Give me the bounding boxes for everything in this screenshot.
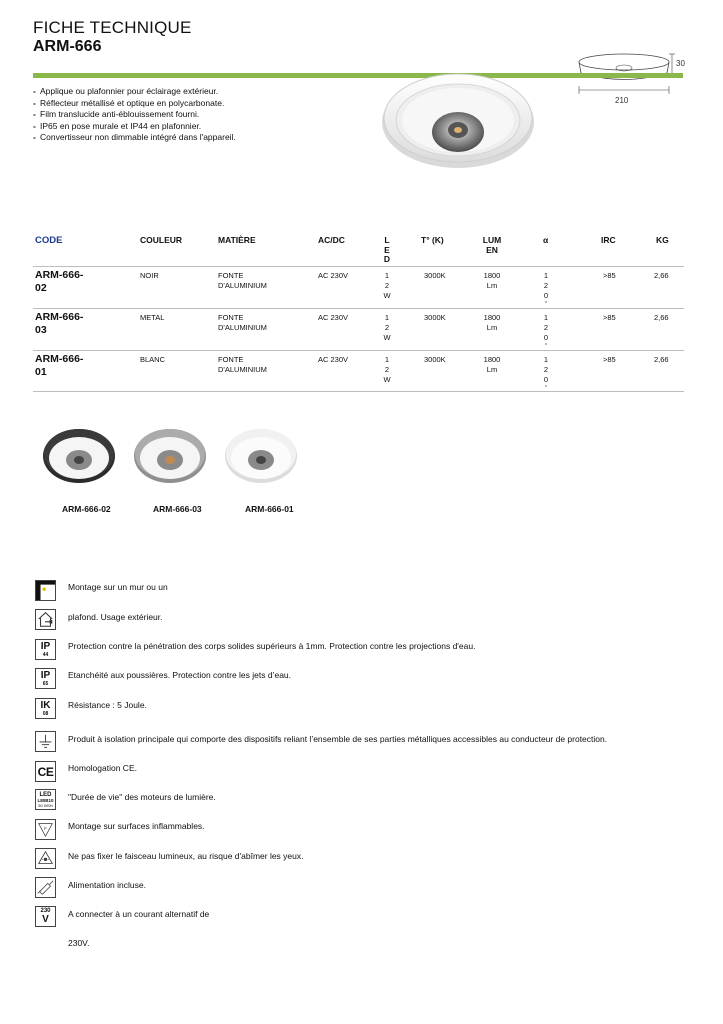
- cell-temp: 3000K: [424, 271, 446, 280]
- col-lumen: LUM EN: [482, 235, 502, 255]
- icon-description: Résistance : 5 Joule.: [68, 700, 147, 710]
- col-acdc: AC/DC: [318, 235, 345, 245]
- cell-code: ARM-666- 03: [35, 311, 84, 336]
- cell-acdc: AC 230V: [318, 355, 349, 364]
- variant-label: ARM-666-03: [153, 504, 202, 514]
- cell-acdc: AC 230V: [318, 313, 349, 322]
- icon-description: Protection contre la pénétration des corps solides supérieurs à 1mm. Protection contre les projections d'eau.: [68, 641, 476, 651]
- table-row: [33, 350, 684, 392]
- cell-lumen: 1800 Lm: [483, 271, 501, 290]
- wall-mount-icon: [35, 580, 56, 601]
- dimension-width: 210: [615, 96, 629, 105]
- icon-description: Produit à isolation principale qui comporte des dispositifs reliant l’ensemble de ses parties métalliques accessibles au conducteur de protection.: [68, 734, 608, 744]
- icon-description: "Durée de vie" des moteurs de lumière.: [68, 792, 216, 802]
- icon-description: Homologation CE.: [68, 763, 137, 773]
- icon-description: Alimentation incluse.: [68, 880, 146, 890]
- col-alpha: α: [543, 235, 549, 245]
- cell-irc: >85: [603, 271, 616, 280]
- product-photo: [378, 60, 538, 170]
- cell-led: 1 2 W: [383, 355, 391, 384]
- icon-description: Ne pas fixer le faisceau lumineux, au risque d'abîmer les yeux.: [68, 851, 304, 861]
- cell-lumen: 1800 Lm: [483, 313, 501, 332]
- voltage-230v-icon: 230 V: [35, 906, 56, 927]
- cell-alpha: 1 2 0 °: [543, 271, 549, 307]
- icon-description-continuation: 230V.: [68, 938, 90, 948]
- product-code-title: ARM-666: [33, 38, 102, 55]
- variant-photo-metal: [133, 422, 207, 484]
- variant-label: ARM-666-01: [245, 504, 294, 514]
- svg-text:F: F: [44, 825, 47, 831]
- ceiling-mount-icon: [35, 609, 56, 630]
- ik08-icon: IK 08: [35, 698, 56, 719]
- col-couleur: COULEUR: [140, 235, 183, 245]
- ce-mark-icon: CE: [35, 761, 56, 782]
- feature-item: - IP65 en pose murale et IP44 en plafonnier.: [33, 120, 202, 131]
- cell-code: ARM-666- 02: [35, 269, 84, 294]
- header-divider: [33, 73, 683, 78]
- cell-temp: 3000K: [424, 313, 446, 322]
- spec-table: [33, 232, 684, 392]
- cell-kg: 2,66: [654, 355, 669, 364]
- cell-led: 1 2 W: [383, 313, 391, 342]
- led-lifetime-icon: LED L80B10 50.000h: [35, 789, 56, 810]
- cell-couleur: BLANC: [140, 355, 166, 364]
- table-row: [33, 266, 684, 308]
- variant-photo-black: [42, 422, 116, 484]
- cell-kg: 2,66: [654, 313, 669, 322]
- col-temp: T° (K): [421, 235, 444, 245]
- table-header: [33, 232, 684, 266]
- ip65-icon: IP 65: [35, 668, 56, 689]
- cell-irc: >85: [603, 313, 616, 322]
- cell-kg: 2,66: [654, 271, 669, 280]
- earth-ground-icon: [35, 731, 56, 752]
- cell-couleur: METAL: [140, 313, 165, 322]
- cell-matiere: FONTE D'ALUMINIUM: [218, 355, 267, 374]
- flammable-surface-icon: [35, 819, 56, 840]
- power-supply-icon: [35, 877, 56, 898]
- feature-item: - Convertisseur non dimmable intégré dans l'appareil.: [33, 132, 236, 142]
- icon-description: Montage sur surfaces inflammables.: [68, 821, 205, 831]
- icon-description: plafond. Usage extérieur.: [68, 612, 163, 622]
- cell-alpha: 1 2 0 °: [543, 313, 549, 349]
- cell-alpha: 1 2 0 °: [543, 355, 549, 391]
- col-irc: IRC: [601, 235, 616, 245]
- variant-label: ARM-666-02: [62, 504, 111, 514]
- icon-description: A connecter à un courant alternatif de: [68, 909, 210, 919]
- cell-code: ARM-666- 01: [35, 353, 84, 378]
- ip44-icon: IP 44: [35, 639, 56, 660]
- feature-item: - Réflecteur métallisé et optique en polycarbonate.: [33, 97, 225, 108]
- col-led: L E D: [383, 235, 391, 264]
- variant-photo-white: [224, 422, 298, 484]
- cell-matiere: FONTE D'ALUMINIUM: [218, 271, 267, 290]
- icon-description: Etanchéité aux poussières. Protection contre les jets d’eau.: [68, 670, 292, 680]
- cell-irc: >85: [603, 355, 616, 364]
- feature-item: - Applique ou plafonnier pour éclairage extérieur.: [33, 86, 219, 96]
- cell-acdc: AC 230V: [318, 271, 349, 280]
- col-code: CODE: [35, 235, 63, 246]
- cell-led: 1 2 W: [383, 271, 391, 300]
- cell-temp: 3000K: [424, 355, 446, 364]
- eye-warning-icon: [35, 848, 56, 869]
- cell-lumen: 1800 Lm: [483, 355, 501, 374]
- dimension-height: 30: [676, 59, 685, 68]
- page-title: FICHE TECHNIQUE: [33, 18, 192, 37]
- cell-couleur: NOIR: [140, 271, 159, 280]
- cell-matiere: FONTE D'ALUMINIUM: [218, 313, 267, 332]
- feature-list: [33, 86, 333, 144]
- col-kg: KG: [656, 235, 669, 245]
- col-matiere: MATIÈRE: [218, 235, 256, 245]
- table-row: [33, 308, 684, 350]
- feature-item: - Film translucide anti-éblouissement fourni.: [33, 109, 200, 119]
- icon-description: Montage sur un mur ou un: [68, 582, 168, 592]
